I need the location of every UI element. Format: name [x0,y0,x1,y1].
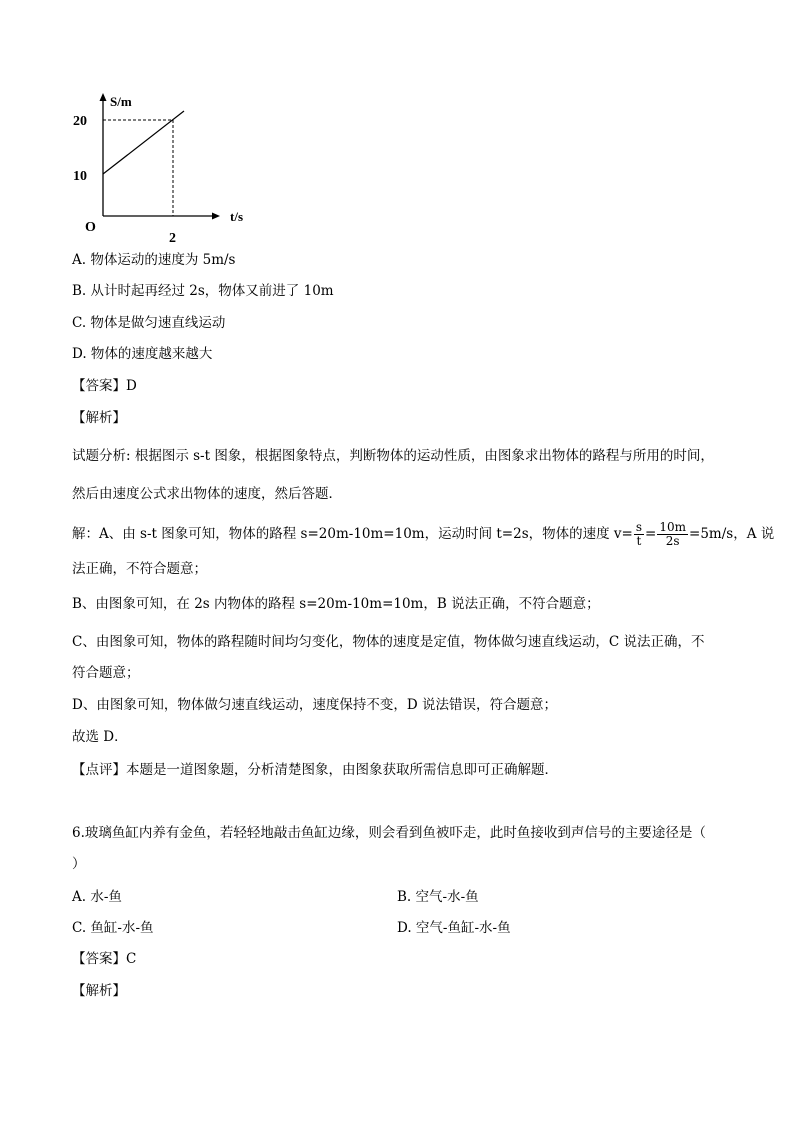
frac2-den: 2s [665,534,680,548]
fraction-s-over-t [634,521,644,548]
q5-solution-c-line2: 符合题意； [72,665,140,681]
frac2-num: 10m [659,520,687,534]
q5-solution-a-line2: 法正确，不符合题意； [72,561,207,577]
y-axis-label: S/m [110,94,132,109]
y-tick-20: 20 [73,114,87,129]
q5-solution-d: D、由图象可知，物体做匀速直线运动，速度保持不变，D 说法错误，符合题意； [72,697,557,713]
comment-text: 本题是一道图象题，分析清楚图象，由图象获取所需信息即可正确解题． [126,762,558,778]
q5-option-d: D. 物体的速度越来越大 [72,346,213,362]
q5-answer [72,377,137,395]
q6-answer-value: C [126,951,137,967]
frac1-num: s [635,520,643,534]
q5-analysis-tag: 【解析】 [72,410,126,426]
solution-a-before: 解：A、由 s-t 图象可知，物体的路程 s=20m-10m=10m，运动时间 t=2s，物体的速度 v= [72,526,633,542]
q6-answer-tag: 【答案】 [72,951,126,967]
q6-stem-line1: 6.玻璃鱼缸内养有金鱼，若轻轻地敲击鱼缸边缘，则会看到鱼被吓走，此时鱼接收到声信号的主要途径是（ [72,825,706,841]
q5-option-b: B. 从计时起再经过 2s，物体又前进了 10m [72,283,334,299]
q5-solution-b: B、由图象可知，在 2s 内物体的路程 s=20m-10m=10m，B 说法正确，不符合题意； [72,596,600,612]
q5-option-a: A. 物体运动的速度为 5m/s [72,252,236,268]
q6-option-b: B. 空气-水-鱼 [397,889,479,905]
x-axis-arrow [212,213,220,220]
comment-tag: 【点评】 [72,762,126,778]
answer-value: D [126,378,137,394]
q6-option-a: A. 水-鱼 [72,889,122,905]
answer-tag: 【答案】 [72,378,126,394]
fraction-10m-over-2s [657,521,688,548]
q6-option-c: C. 鱼缸-水-鱼 [72,920,154,936]
s-t-graph-svg [70,88,250,248]
q5-solution-a: 解：A、由 s-t 图象可知，物体的路程 s=20m-10m=10m，运动时间 t=2s，物体的速度 v= $\frac{s}{t}$ = $\frac{10m}{2s}$ =5m/s，A 说 [72,520,775,548]
q6-option-d: D. 空气-鱼缸-水-鱼 [397,920,511,936]
q5-analysis-line2: 然后由速度公式求出物体的速度，然后答题． [72,486,342,502]
q5-option-c: C. 物体是做匀速直线运动 [72,315,226,331]
y-axis-arrow [100,93,107,101]
solution-a-after: =5m/s，A 说 [689,526,775,542]
y-tick-10: 10 [73,169,87,184]
q6-stem-line2: ） [72,856,86,872]
x-tick-2: 2 [169,231,176,246]
q5-analysis-line1: 试题分析: 根据图示 s-t 图象，根据图象特点，判断物体的运动性质，由图象求出物体的路程与所用的时间， [72,448,714,464]
q6-answer [72,950,136,968]
frac1-den: t [636,534,642,548]
q6-analysis-tag: 【解析】 [72,983,126,999]
q5-comment [72,761,558,779]
q5-conclusion: 故选 D． [72,729,128,745]
s-t-graph [70,88,250,248]
origin-label: O [85,220,96,235]
q5-solution-c-line1: C、由图象可知，物体的路程随时间均匀变化，物体的速度是定值，物体做匀速直线运动，C 说法正确，不 [72,634,705,650]
x-axis-label: t/s [230,209,243,224]
